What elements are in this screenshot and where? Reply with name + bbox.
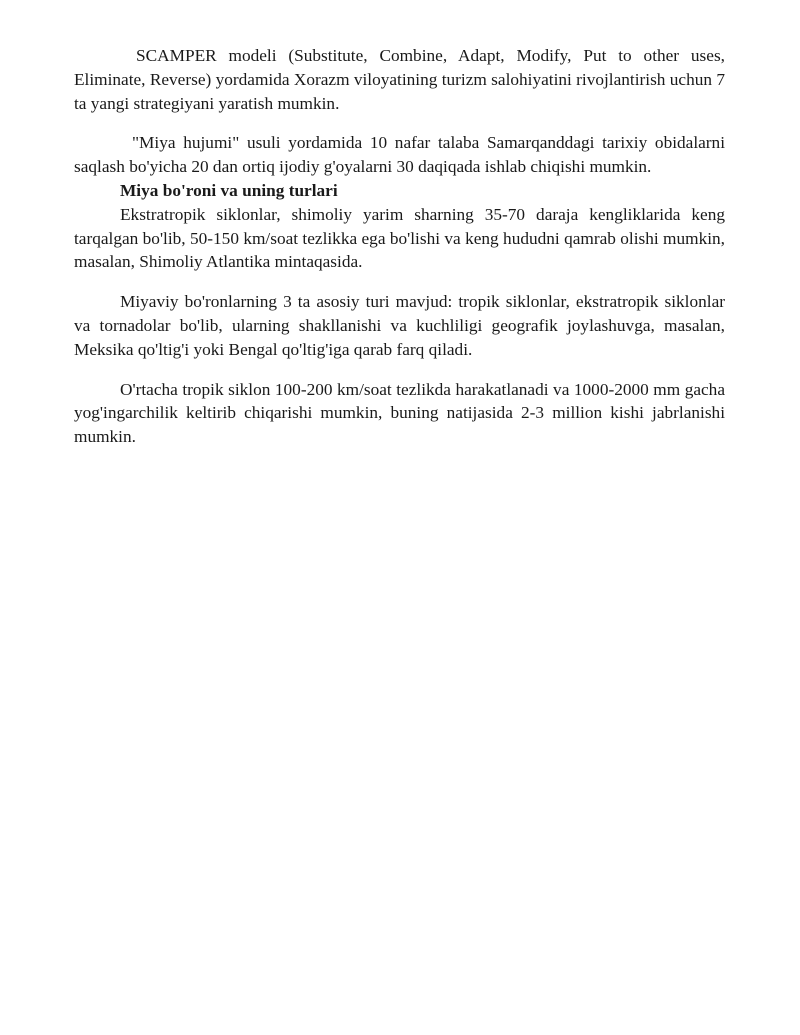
paragraph-scamper: SCAMPER modeli (Substitute, Combine, Adapt, Modify, Put to other uses, Eliminate, Reverse) yordamida Xorazm viloyatining turizm salohiyatini rivojlantirish uchun 7 ta yangi strategiyani yaratish mumkin. xyxy=(74,46,725,113)
section-heading: Miya bo'roni va uning turlari xyxy=(120,180,338,200)
paragraph-storm-types: Miyaviy bo'ronlarning 3 ta asosiy turi mavjud: tropik siklonlar, ekstratropik siklonlar va tornadolar bo'lib, ularning shakllanishi va kuchliligi geografik joylashuvga, masalan, Meksika qo'ltig'i yoki Bengal qo'ltig'iga qarab farq qiladi. xyxy=(74,292,725,359)
paragraph-brainstorm-method: "Miya hujumi" usuli yordamida 10 nafar talaba Samarqanddagi tarixiy obidalarni saqlash bo'yicha 20 dan ortiq ijodiy g'oyalarni 30 daqiqada ishlab chiqishi mumkin. xyxy=(74,133,725,177)
document-page xyxy=(74,44,725,449)
paragraph-tropical-cyclone-impact: O'rtacha tropik siklon 100-200 km/soat tezlikda harakatlanadi va 1000-2000 mm gacha yog'ingarchilik keltirib chiqarishi mumkin, buning natijasida 2-3 million kishi jabrlanishi mumkin. xyxy=(74,379,725,447)
paragraph-extratropical-cyclones: Ekstratropik siklonlar, shimoliy yarim sharning 35-70 daraja kengliklarida keng tarqalgan bo'lib, 50-150 km/soat tezlikka ega bo'lishi va keng hududni qamrab olishi mumkin, masalan, Shimoliy Atlantika mintaqasida. xyxy=(74,204,725,272)
